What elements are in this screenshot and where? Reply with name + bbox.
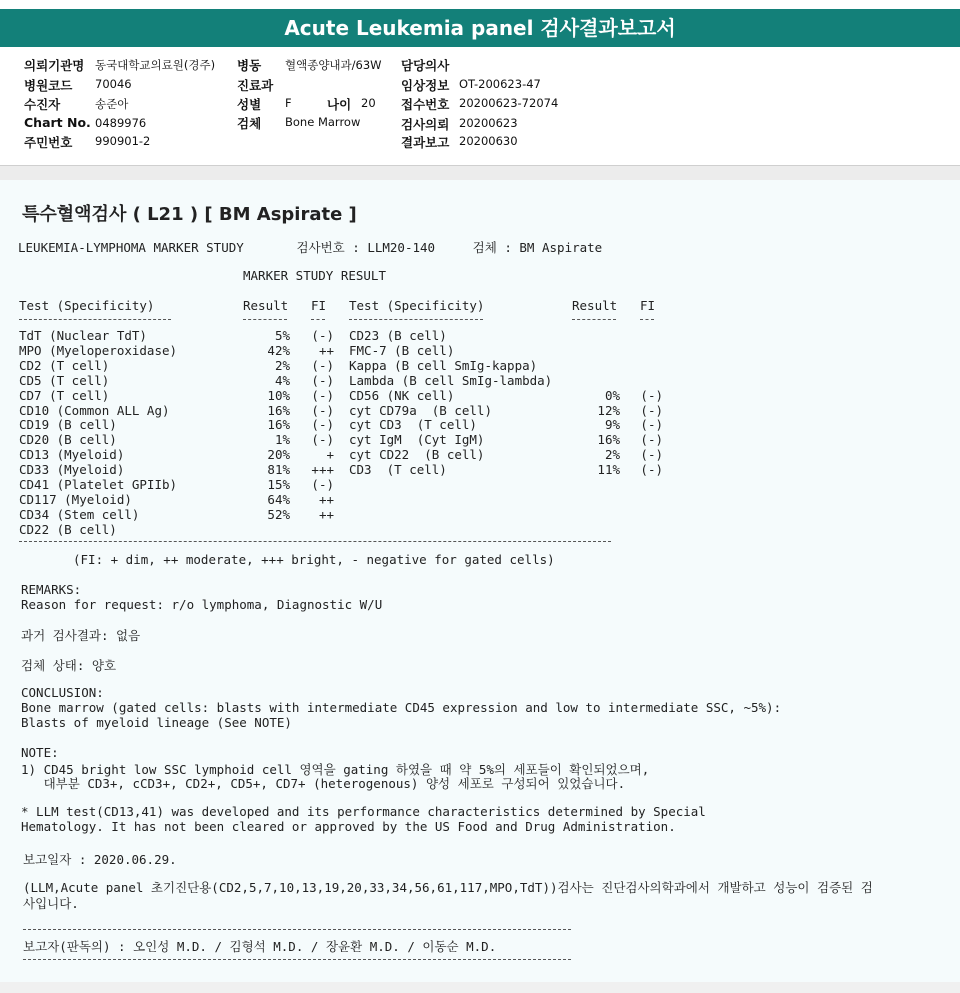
header-underline <box>640 319 654 320</box>
marker-fi: (-) <box>640 432 663 448</box>
marker-result: 10% <box>267 387 290 403</box>
note-line-1: 1) CD45 bright low SSC lymphoid cell 영역을 gating 하였을 때 약 5%의 세포들이 확인되었으며, <box>21 762 650 777</box>
marker-test: Lambda (B cell SmIg-lambda) <box>349 372 553 388</box>
marker-result: 16% <box>597 432 620 448</box>
specimen-status: 검체 상태: 양호 <box>21 658 117 673</box>
marker-result: 64% <box>267 491 290 507</box>
marker-fi: (-) <box>640 402 663 418</box>
marker-test: CD5 (T cell) <box>19 372 110 388</box>
marker-result: 2% <box>274 357 290 373</box>
study-line: LEUKEMIA-LYMPHOMA MARKER STUDY 검사번호 : LLM20-140 검체 : BM Aspirate <box>18 240 603 255</box>
remarks-label: REMARKS: <box>21 582 82 597</box>
fi-legend: (FI: + dim, ++ moderate, +++ bright, - negative for gated cells) <box>73 552 555 567</box>
marker-result: 16% <box>267 417 290 433</box>
specimen-value: Bone Marrow <box>285 115 361 129</box>
marker-fi: (-) <box>640 447 663 463</box>
marker-test: MPO (Myeloperoxidase) <box>19 342 178 358</box>
marker-test: cyt IgM (Cyt IgM) <box>349 432 485 448</box>
clinical-info-value: OT-200623-47 <box>459 77 541 91</box>
remarks-text: Reason for request: r/o lymphoma, Diagnostic W/U <box>21 597 383 612</box>
note-label: NOTE: <box>21 745 59 760</box>
marker-fi: (-) <box>640 417 663 433</box>
marker-result: 15% <box>267 477 290 492</box>
reporter-divider-top <box>23 929 571 930</box>
marker-test: CD2 (T cell) <box>19 357 110 373</box>
marker-test: CD23 (B cell) <box>349 328 447 343</box>
ward-value: 혈액종양내과/63W <box>285 58 382 72</box>
panel-note-2: 사입니다. <box>23 896 79 911</box>
marker-test: CD7 (T cell) <box>19 387 110 403</box>
reporters-line: 보고자(판독의) : 오인성 M.D. / 김형석 M.D. / 장윤환 M.D. / 이동순 M.D. <box>23 939 497 954</box>
marker-test: CD41 (Platelet GPIIb) <box>19 477 178 492</box>
llm-disclaimer-1: * LLM test(CD13,41) was developed and its performance characteristics determined by Special <box>21 804 706 819</box>
left-result-header: Result <box>243 298 289 313</box>
marker-fi: (-) <box>311 328 334 343</box>
prior-result: 과거 검사결과: 없음 <box>21 628 141 643</box>
marker-test: CD13 (Myeloid) <box>19 447 125 463</box>
request-date-label: 검사의뢰 <box>401 117 450 132</box>
marker-test: cyt CD3 (T cell) <box>349 417 477 433</box>
page-bottom-bar <box>0 982 960 993</box>
report-title-bar <box>0 9 960 47</box>
marker-test: CD56 (NK cell) <box>349 387 455 403</box>
marker-test: cyt CD22 (B cell) <box>349 447 485 463</box>
marker-fi: (-) <box>640 387 663 403</box>
header-underline <box>243 319 287 320</box>
marker-test: CD10 (Common ALL Ag) <box>19 402 170 418</box>
report-date-line: 보고일자 : 2020.06.29. <box>23 852 177 867</box>
marker-test: CD33 (Myeloid) <box>19 462 125 478</box>
marker-fi: (-) <box>311 432 334 448</box>
marker-result: 4% <box>274 372 290 388</box>
conclusion-line-2: Blasts of myeloid lineage (See NOTE) <box>21 715 292 730</box>
marker-result: 9% <box>604 417 620 433</box>
left-fi-header: FI <box>311 298 327 313</box>
requesting-institution-value: 동국대학교의료원(경주) <box>95 58 216 72</box>
right-test-header: Test (Specificity) <box>349 298 485 313</box>
marker-test: Kappa (B cell SmIg-kappa) <box>349 357 538 373</box>
marker-result: 11% <box>597 462 620 478</box>
clinical-info-label: 임상정보 <box>401 78 450 93</box>
ward-label: 병동 <box>237 58 262 73</box>
marker-fi: (-) <box>311 477 334 492</box>
right-fi-header: FI <box>640 298 656 313</box>
sex-value: F <box>285 96 292 110</box>
header-underline <box>19 319 171 320</box>
section-divider <box>0 166 960 180</box>
resident-number-label: 주민번호 <box>24 135 73 150</box>
marker-test: CD34 (Stem cell) <box>19 506 140 522</box>
specimen-label: 검체 <box>237 116 262 131</box>
marker-result: 5% <box>274 328 290 343</box>
right-result-header: Result <box>572 298 618 313</box>
chart-no-value: 0489976 <box>95 116 147 130</box>
marker-test: FMC-7 (B cell) <box>349 342 455 358</box>
age-value: 20 <box>361 96 376 110</box>
header-underline <box>572 319 616 320</box>
marker-result: 16% <box>267 402 290 418</box>
marker-result: 81% <box>267 462 290 478</box>
accession-number-value: 20200623-72074 <box>459 96 559 110</box>
sex-label: 성별 <box>237 97 262 112</box>
department-label: 진료과 <box>237 78 274 93</box>
report-date-label: 결과보고 <box>401 135 450 150</box>
report-title: Acute Leukemia panel 검사결과보고서 <box>284 16 676 40</box>
age-label: 나이 <box>327 97 352 112</box>
marker-test: CD117 (Myeloid) <box>19 491 132 507</box>
table-separator <box>19 541 611 542</box>
header-underline <box>311 319 325 320</box>
header-underline <box>349 319 483 320</box>
marker-fi: +++ <box>311 462 334 478</box>
left-test-header: Test (Specificity) <box>19 298 155 313</box>
reporter-divider-bottom <box>23 959 571 960</box>
patient-name-label: 수진자 <box>24 97 61 112</box>
marker-fi: ++ <box>318 506 334 522</box>
test-title: 특수혈액검사 ( L21 ) [ BM Aspirate ] <box>22 204 357 225</box>
requesting-institution-label: 의뢰기관명 <box>24 58 85 73</box>
marker-result: 20% <box>267 447 290 463</box>
marker-test: cyt CD79a (B cell) <box>349 402 492 418</box>
hospital-code-label: 병원코드 <box>24 78 73 93</box>
marker-fi: (-) <box>311 402 334 418</box>
marker-fi: (-) <box>311 372 334 388</box>
patient-info-header <box>0 47 960 167</box>
marker-result: 42% <box>267 342 290 358</box>
patient-name-value: 송준아 <box>95 97 129 111</box>
llm-disclaimer-2: Hematology. It has not been cleared or approved by the US Food and Drug Administration. <box>21 819 676 834</box>
marker-fi: (-) <box>311 417 334 433</box>
report-date-value: 20200630 <box>459 134 518 148</box>
marker-result: 1% <box>274 432 290 448</box>
marker-result: 0% <box>604 387 620 403</box>
request-date-value: 20200623 <box>459 116 518 130</box>
marker-result: 2% <box>604 447 620 463</box>
attending-physician-label: 담당의사 <box>401 58 450 73</box>
marker-test: CD3 (T cell) <box>349 462 447 478</box>
marker-fi: ++ <box>318 342 334 358</box>
marker-fi: (-) <box>311 357 334 373</box>
conclusion-line-1: Bone marrow (gated cells: blasts with intermediate CD45 expression and low to intermediate SSC, ~5%): <box>21 700 782 715</box>
marker-study-subtitle: MARKER STUDY RESULT <box>243 268 386 283</box>
panel-note-1: (LLM,Acute panel 초기진단용(CD2,5,7,10,13,19,20,33,34,56,61,117,MPO,TdT))검사는 진단검사의학과에서 개발하고 성능이 검증된 검 <box>23 880 873 895</box>
chart-no-label: Chart No. <box>24 115 91 130</box>
marker-test: CD20 (B cell) <box>19 432 117 448</box>
marker-fi: ++ <box>318 491 334 507</box>
note-line-2: 대부분 CD3+, cCD3+, CD2+, CD5+, CD7+ (heterogenous) 양성 세포로 구성되어 있었습니다. <box>21 776 626 791</box>
marker-test: TdT (Nuclear TdT) <box>19 328 147 343</box>
marker-fi: + <box>326 447 334 463</box>
marker-result: 12% <box>597 402 620 418</box>
marker-test: CD22 (B cell) <box>19 521 117 537</box>
resident-number-value: 990901-2 <box>95 134 151 148</box>
marker-test: CD19 (B cell) <box>19 417 117 433</box>
marker-result: 52% <box>267 506 290 522</box>
accession-number-label: 접수번호 <box>401 97 450 112</box>
marker-fi: (-) <box>640 462 663 478</box>
marker-fi: (-) <box>311 387 334 403</box>
hospital-code-value: 70046 <box>95 77 132 91</box>
conclusion-label: CONCLUSION: <box>21 685 104 700</box>
